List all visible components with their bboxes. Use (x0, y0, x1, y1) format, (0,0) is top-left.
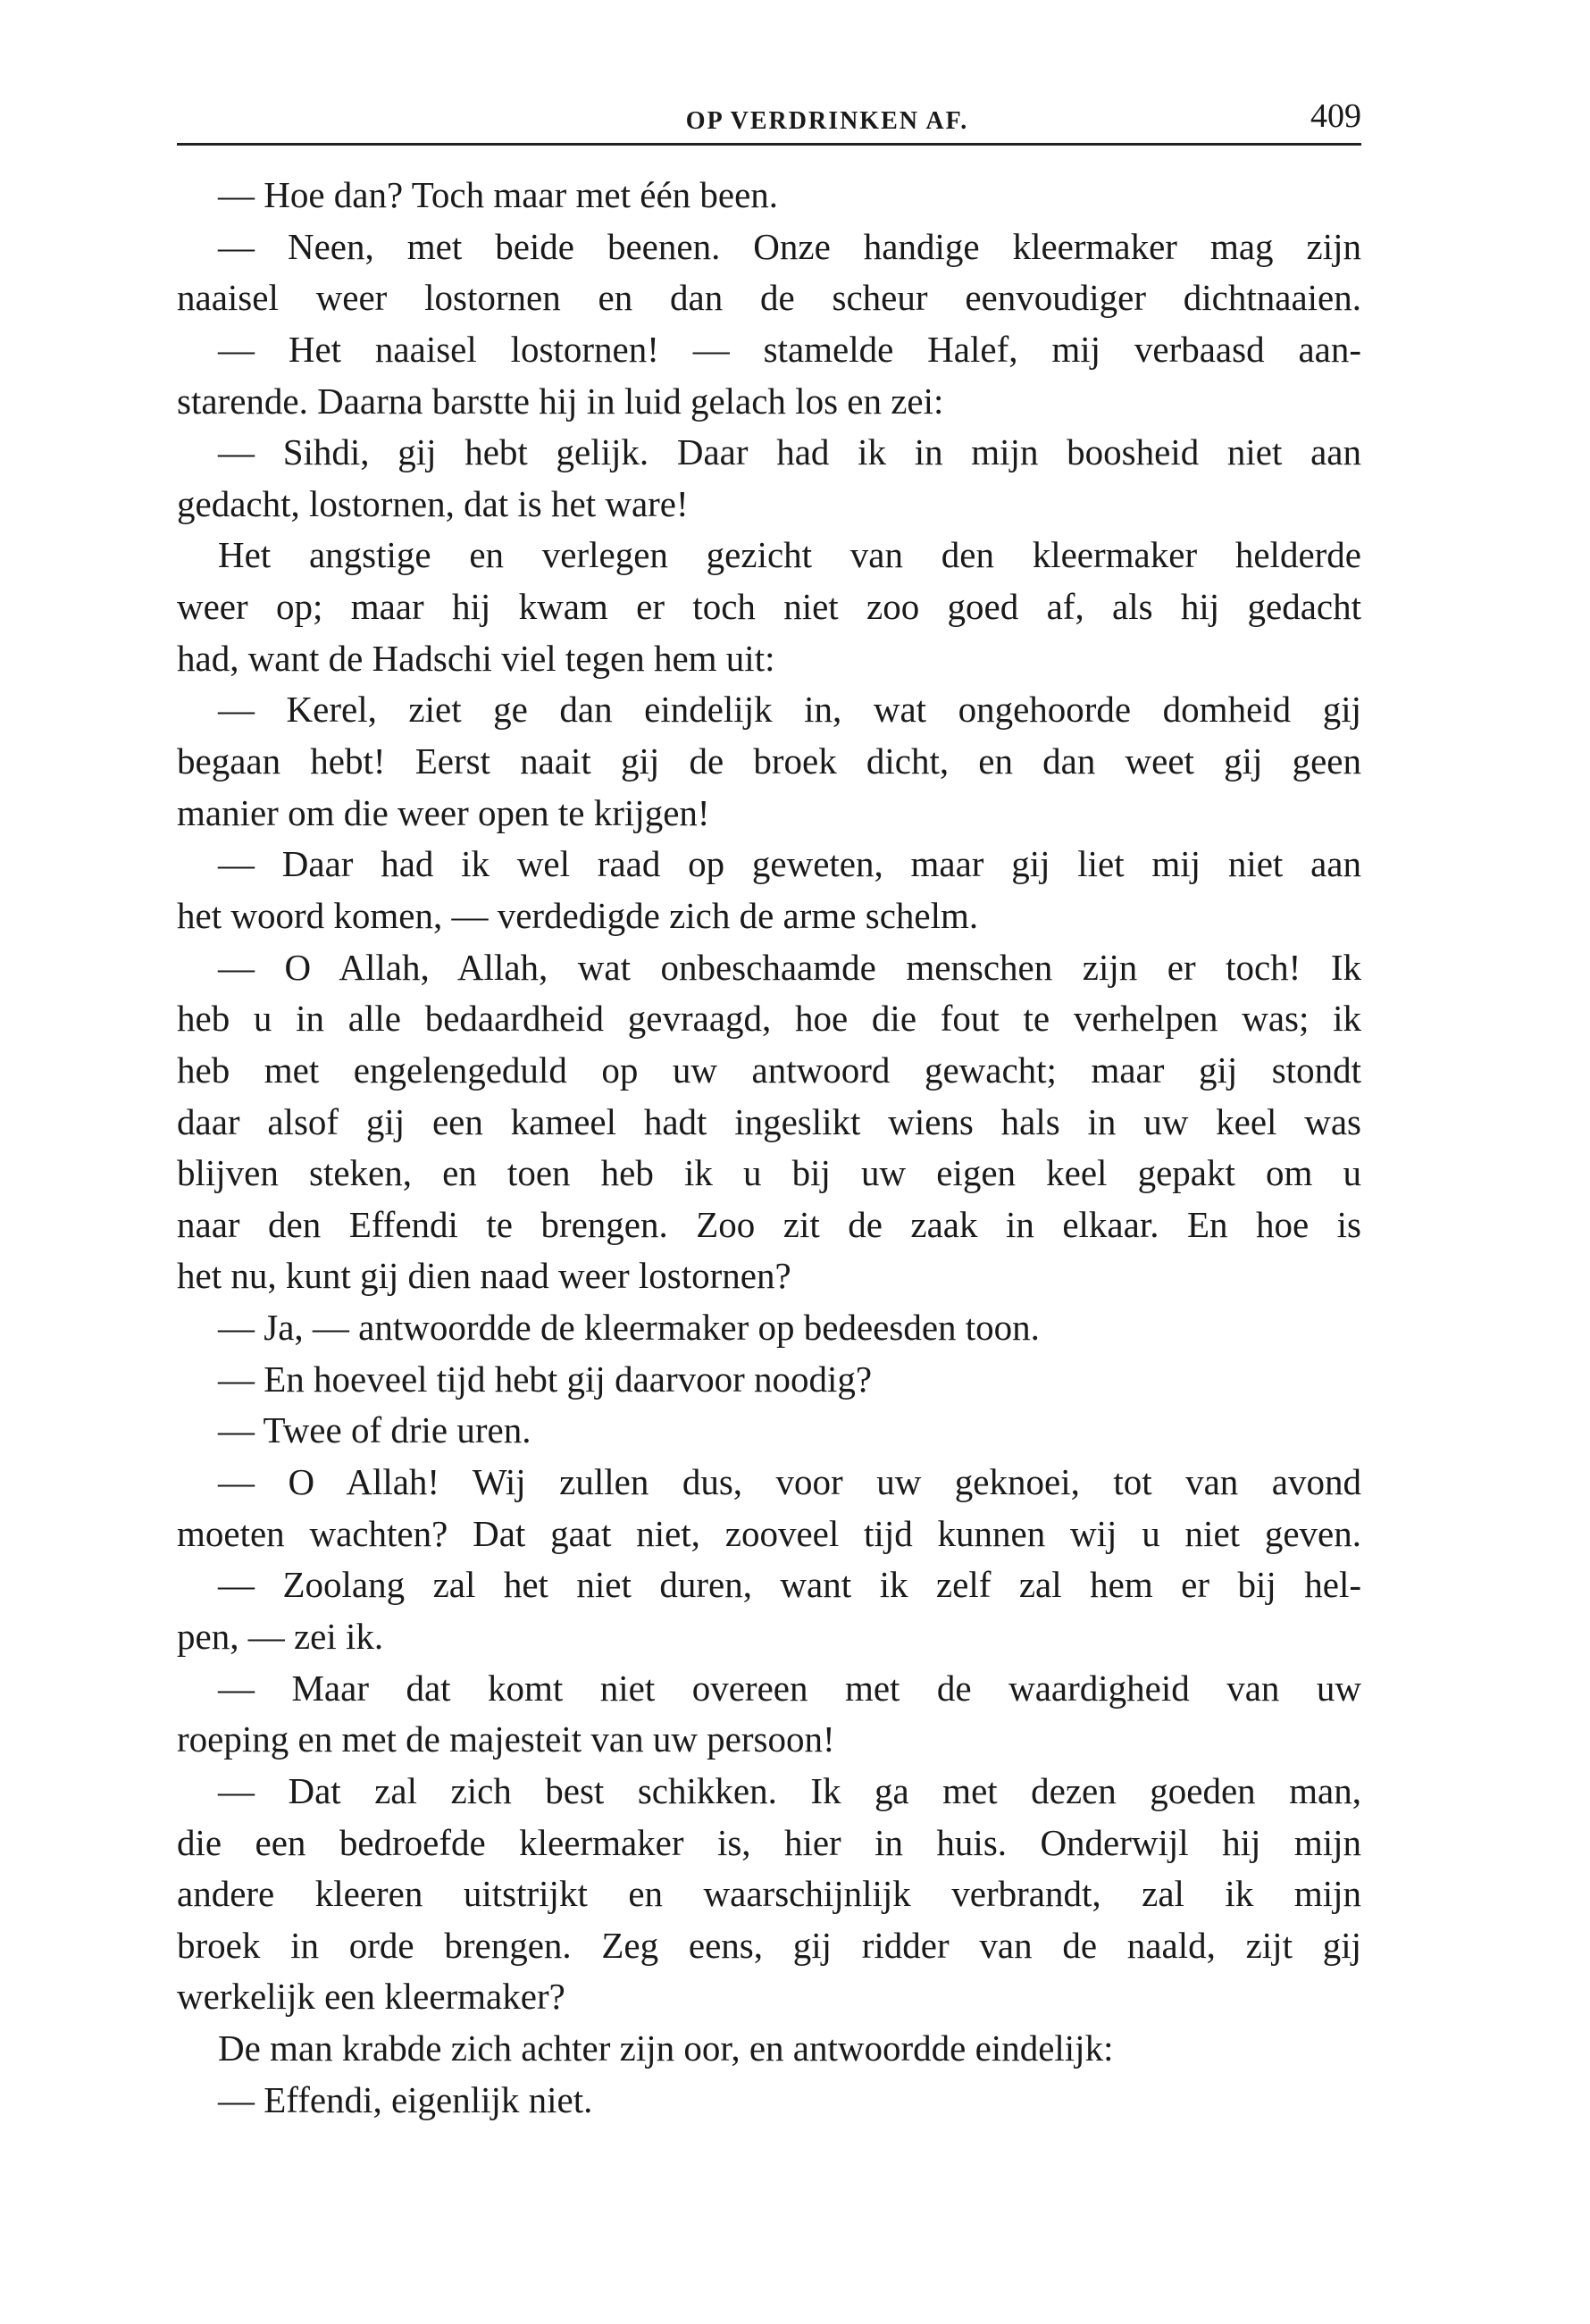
text-line: — Zoolang zal het niet duren, want ik zelf zal hem er bij hel- (218, 1564, 1361, 1606)
text-line: — Sihdi, gij hebt gelijk. Daar had ik in mijn boosheid niet aan (218, 431, 1361, 473)
text-line: daar alsof gij een kameel hadt ingeslikt wiens hals in uw keel was (177, 1100, 1361, 1142)
text-line: die een bedroefde kleermaker is, hier in huis. Onderwijl hij mijn (177, 1821, 1361, 1863)
text-line: — Maar dat komt niet overeen met de waardigheid van uw (218, 1667, 1361, 1709)
text-line: — Twee of drie uren. (218, 1409, 531, 1451)
text-line: heb met engelengeduld op uw antwoord gewacht; maar gij stondt (177, 1049, 1361, 1091)
text-line: pen, — zei ik. (177, 1615, 384, 1657)
text-line: roeping en met de majesteit van uw persoon! (177, 1718, 835, 1760)
text-line: — Effendi, eigenlijk niet. (218, 2078, 593, 2120)
text-line: broek in orde brengen. Zeg eens, gij ridder van de naald, zijt gij (177, 1924, 1361, 1966)
text-line: — Ja, — antwoordde de kleermaker op bedeesden toon. (218, 1307, 1040, 1349)
text-line: — O Allah, Allah, wat onbeschaamde menschen zijn er toch! Ik (218, 946, 1361, 988)
text-line: De man krabde zich achter zijn oor, en antwoordde eindelijk: (218, 2027, 1114, 2069)
text-line: naaisel weer lostornen en dan de scheur eenvoudiger dichtnaaien. (177, 277, 1361, 319)
header-rule (177, 143, 1361, 146)
text-line: blijven steken, en toen heb ik u bij uw eigen keel gepakt om u (177, 1152, 1361, 1194)
text-line: — En hoeveel tijd hebt gij daarvoor noodig? (218, 1358, 873, 1400)
text-line: naar den Effendi te brengen. Zoo zit de zaak in elkaar. En hoe is (177, 1203, 1361, 1245)
body-text (177, 170, 1361, 2126)
text-line: het nu, kunt gij dien naad weer lostornen? (177, 1255, 791, 1297)
text-line: — Dat zal zich best schikken. Ik ga met dezen goeden man, (218, 1769, 1361, 1811)
text-line: had, want de Hadschi viel tegen hem uit: (177, 637, 775, 679)
running-head-title: OP VERDRINKEN AF. (685, 107, 969, 135)
text-line: starende. Daarna barstte hij in luid gelach los en zei: (177, 380, 944, 422)
page-number: 409 (1310, 97, 1361, 135)
text-line: — Kerel, ziet ge dan eindelijk in, wat ongehoorde domheid gij (218, 689, 1361, 731)
text-line: gedacht, lostornen, dat is het ware! (177, 482, 689, 524)
text-line: — Hoe dan? Toch maar met één been. (218, 174, 779, 215)
text-line: begaan hebt! Eerst naait gij de broek dicht, en dan weet gij geen (177, 740, 1361, 782)
text-line: Het angstige en verlegen gezicht van den kleermaker helderde (218, 534, 1361, 576)
text-line: — O Allah! Wij zullen dus, voor uw geknoei, tot van avond (218, 1461, 1361, 1503)
text-line: moeten wachten? Dat gaat niet, zooveel tijd kunnen wij u niet geven. (177, 1512, 1361, 1554)
running-head (177, 96, 1361, 141)
text-line: — Neen, met beide beenen. Onze handige kleermaker mag zijn (218, 225, 1361, 267)
text-line: manier om die weer open te krijgen! (177, 791, 710, 833)
text-line: werkelijk een kleermaker? (177, 1976, 565, 2018)
text-line: heb u in alle bedaardheid gevraagd, hoe die fout te verhelpen was; ik (177, 998, 1361, 1040)
text-line: — Daar had ik wel raad op geweten, maar gij liet mij niet aan (218, 843, 1361, 885)
text-line: — Het naaisel lostornen! — stamelde Halef, mij verbaasd aan- (218, 328, 1361, 370)
text-line: andere kleeren uitstrijkt en waarschijnlijk verbrandt, zal ik mijn (177, 1873, 1361, 1915)
text-line: weer op; maar hij kwam er toch niet zoo goed af, als hij gedacht (177, 586, 1361, 628)
text-line: het woord komen, — verdedigde zich de arme schelm. (177, 894, 979, 936)
